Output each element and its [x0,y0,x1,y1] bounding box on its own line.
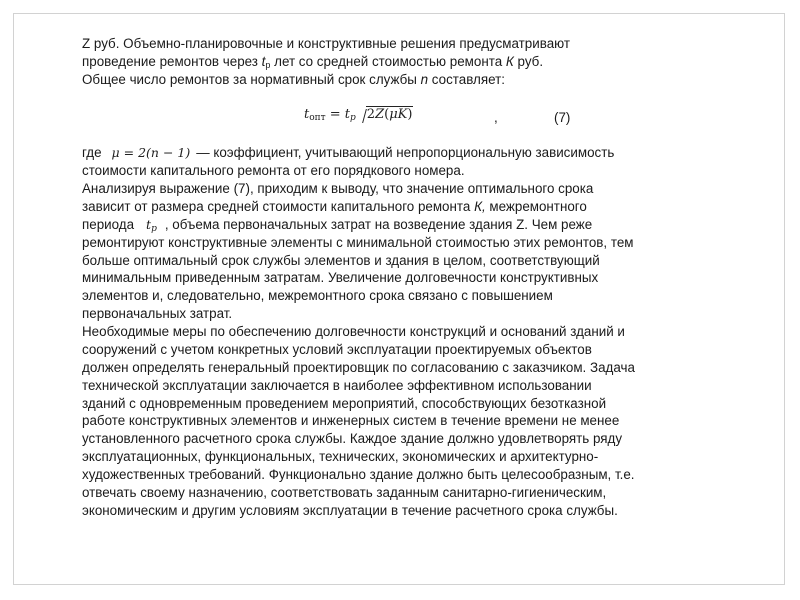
var-t-sub: р [265,59,271,70]
sqrt-sign [356,107,414,122]
formula-radicand: 2Z(μK) [366,107,413,122]
var-k: К, [474,198,486,214]
text-line: больше оптимальный срок службы элементов и здания в целом, соответствующий [82,252,600,268]
text-line: работе конструктивных элементов и инженерных систем в течение времени не менее [82,413,620,429]
text-line: минимальным приведенным затратам. Увеличение долговечности конструктивных [82,270,599,286]
text-line: стоимости капитального ремонта от его порядкового номера. [82,162,465,178]
formula-lhs-sub: опт [309,113,326,123]
text-line: отвечать своему назначению, соответствовать заданным санитарно-гигиеническим, [82,485,607,501]
text-line: эксплуатационных, функциональных, технических, экономических и архитектурно- [82,449,599,465]
text-line: Необходимые меры по обеспечению долговечности конструкций и оснований зданий и [82,324,625,339]
text-line: установленного расчетного срока службы. Каждое здание должно удовлетворять ряду [82,431,623,447]
var-t: t [261,53,266,69]
formula-lhs: t [304,107,310,122]
var-k: К [505,53,514,69]
var-tp: $t_p$ [146,216,157,234]
mu-paragraph [82,144,722,180]
text-line: художественных требований. Функционально здание должно быть целесообразным, т.е. [82,467,635,483]
formula-comma: , [494,110,498,125]
mu-formula: μ = 2(n − 1) [111,145,191,160]
text-line: где μ = 2(n − 1) — коэффициент, учитывающий непропорциональную зависимость [82,145,615,160]
formula-rhs-sub: p [350,113,356,123]
text-line: технической эксплуатации заключается в наиболее эффективном использовании [82,377,592,393]
measures-paragraph [82,323,722,520]
text-line: Общее число ремонтов за нормативный срок службы n составляет: [82,71,505,87]
equation-number: (7) [554,110,571,125]
formula-eq: = t [325,107,351,122]
text-line: должен определять генеральный проектировщик по согласованию с заказчиком. Задача [82,359,635,375]
intro-paragraph [82,35,722,89]
text-line: элементов и, следовательно, межремонтного срока связано с повышением [82,288,553,304]
text-line: зависит от размера средней стоимости капитального ремонта К, межремонтного [82,198,587,214]
text-line: периода $t_p$ , объема первоначальных затрат на возведение здания Z. Чем реже [82,216,722,234]
text-line: сооружений с учетом конкретных условий эксплуатации проектируемых объектов [82,341,592,357]
text-line: зданий с одновременным проведением мероприятий, способствующих безотказной [82,395,607,411]
var-n: n [420,71,429,87]
text-line: ремонтируют конструктивные элементы с минимальной стоимостью этих ремонтов, тем [82,234,634,250]
text-line: Z руб. Объемно-планировочные и конструктивные решения предусматривают [82,36,571,51]
text-line: Анализируя выражение (7), приходим к выводу, что значение оптимального срока [82,181,594,196]
formula-7 [304,107,413,123]
text-line: первоначальных затрат. [82,306,233,322]
text-line: экономическим и другим условиям эксплуатации в течение расчетного срока службы. [82,502,618,518]
analysis-paragraph [82,180,722,323]
text-line: проведение ремонтов через $t_р$ лет со средней стоимостью ремонта К руб. [82,53,544,70]
